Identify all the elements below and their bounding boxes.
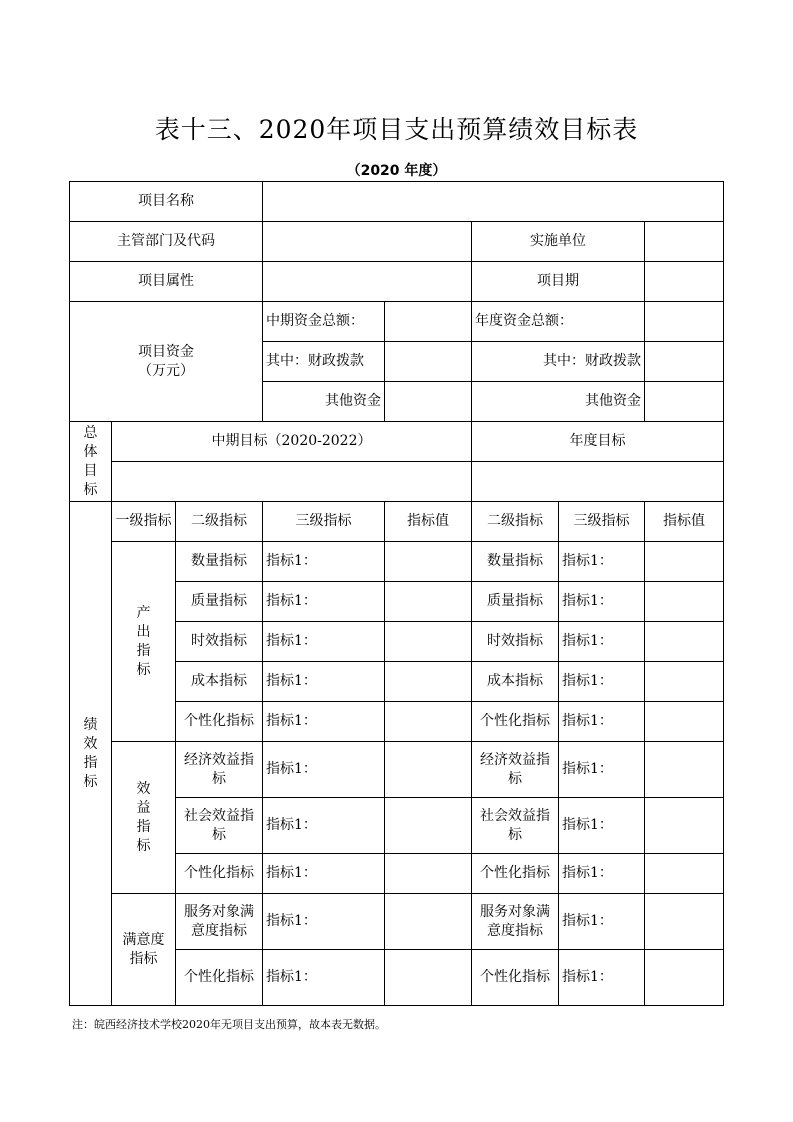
indicator-value-annual (645, 582, 724, 622)
indicator-value (385, 542, 472, 582)
indicator-personal: 个性化指标 (176, 950, 263, 1006)
indicator-quantity: 数量指标 (176, 542, 263, 582)
year-subtitle: （2020 年度） (346, 163, 447, 179)
indicator-item: 指标1： (263, 542, 385, 582)
indicator-value-annual (645, 950, 724, 1006)
indicator-item-annual: 指标1： (559, 622, 645, 662)
header-level3-annual: 三级指标 (559, 502, 645, 542)
indicator-value-annual (645, 622, 724, 662)
header-level2: 二级指标 (176, 502, 263, 542)
indicator-quantity-annual: 数量指标 (472, 542, 559, 582)
indicator-cost-annual: 成本指标 (472, 662, 559, 702)
indicator-value (385, 894, 472, 950)
indicator-service-annual: 服务对象满意度指标 (472, 894, 559, 950)
footnote: 注：皖西经济技术学校2020年无项目支出预算，故本表无数据。 (72, 1018, 386, 1031)
indicator-value (385, 622, 472, 662)
indicator-value (385, 582, 472, 622)
indicator-item-annual: 指标1： (559, 662, 645, 702)
indicator-value-annual (645, 662, 724, 702)
perf-indicator-label: 绩效指标 (70, 502, 112, 1006)
mid-fiscal-label: 其中：财政拨款 (263, 342, 385, 382)
annual-goal-label: 年度目标 (472, 422, 724, 462)
indicator-personal-annual: 个性化指标 (472, 702, 559, 742)
group-satisfaction: 满意度指标 (112, 894, 176, 1006)
period-value (645, 262, 724, 302)
dept-value (263, 222, 472, 262)
indicator-item: 指标1： (263, 798, 385, 854)
annual-total-label: 年度资金总额： (472, 302, 645, 342)
indicator-item-annual: 指标1： (559, 854, 645, 894)
indicator-quality-annual: 质量指标 (472, 582, 559, 622)
annual-fiscal-value (645, 342, 724, 382)
period-label: 项目期 (472, 262, 645, 302)
indicator-personal-annual: 个性化指标 (472, 854, 559, 894)
dept-label: 主管部门及代码 (70, 222, 263, 262)
indicator-personal: 个性化指标 (176, 702, 263, 742)
annual-total-value (645, 302, 724, 342)
indicator-item-annual: 指标1： (559, 894, 645, 950)
indicator-social-annual: 社会效益指标 (472, 798, 559, 854)
indicator-item: 指标1： (263, 582, 385, 622)
indicator-value (385, 854, 472, 894)
indicator-item: 指标1： (263, 950, 385, 1006)
project-name-value (263, 182, 724, 222)
page-title: 表十三、2020年项目支出预算绩效目标表 (154, 115, 639, 144)
indicator-value-annual (645, 542, 724, 582)
indicator-value-annual (645, 854, 724, 894)
mid-total-value (385, 302, 472, 342)
indicator-value (385, 742, 472, 798)
indicator-quality: 质量指标 (176, 582, 263, 622)
header-value-annual: 指标值 (645, 502, 724, 542)
indicator-value-annual (645, 742, 724, 798)
indicator-social: 社会效益指标 (176, 798, 263, 854)
indicator-timeliness-annual: 时效指标 (472, 622, 559, 662)
overall-goal-label: 总体目标 (70, 422, 112, 502)
indicator-item-annual: 指标1： (559, 702, 645, 742)
indicator-cost: 成本指标 (176, 662, 263, 702)
annual-goal-value (472, 462, 724, 502)
indicator-item: 指标1： (263, 894, 385, 950)
indicator-value-annual (645, 894, 724, 950)
indicator-economic: 经济效益指标 (176, 742, 263, 798)
funds-label-line2: （万元） (138, 362, 194, 379)
annual-fiscal-label: 其中：财政拨款 (472, 342, 645, 382)
mid-other-value (385, 382, 472, 422)
attr-value (263, 262, 472, 302)
annual-other-value (645, 382, 724, 422)
mid-other-label: 其他资金 (263, 382, 385, 422)
group-output: 产出指标 (112, 542, 176, 742)
header-level3: 三级指标 (263, 502, 385, 542)
indicator-service: 服务对象满意度指标 (176, 894, 263, 950)
indicator-item: 指标1： (263, 662, 385, 702)
header-level1: 一级指标 (112, 502, 176, 542)
indicator-item-annual: 指标1： (559, 582, 645, 622)
indicator-value (385, 662, 472, 702)
indicator-value (385, 702, 472, 742)
indicator-item-annual: 指标1： (559, 542, 645, 582)
indicator-item-annual: 指标1： (559, 798, 645, 854)
impl-unit-value (645, 222, 724, 262)
header-level2-annual: 二级指标 (472, 502, 559, 542)
indicator-item-annual: 指标1： (559, 742, 645, 798)
mid-fiscal-value (385, 342, 472, 382)
indicator-item: 指标1： (263, 702, 385, 742)
indicator-value-annual (645, 702, 724, 742)
funds-label (70, 302, 263, 422)
indicator-personal: 个性化指标 (176, 854, 263, 894)
attr-label: 项目属性 (70, 262, 263, 302)
mid-goal-label: 中期目标（2020-2022） (112, 422, 472, 462)
mid-goal-value (112, 462, 472, 502)
indicator-item: 指标1： (263, 854, 385, 894)
indicator-value (385, 950, 472, 1006)
funds-label-line1: 项目资金 (138, 343, 194, 360)
project-name-label: 项目名称 (70, 182, 263, 222)
indicator-item-annual: 指标1： (559, 950, 645, 1006)
indicator-item: 指标1： (263, 622, 385, 662)
annual-other-label: 其他资金 (472, 382, 645, 422)
indicator-value (385, 798, 472, 854)
indicator-value-annual (645, 798, 724, 854)
indicator-personal-annual: 个性化指标 (472, 950, 559, 1006)
mid-total-label: 中期资金总额： (263, 302, 385, 342)
indicator-item: 指标1： (263, 742, 385, 798)
performance-goal-table (69, 181, 724, 1006)
header-value: 指标值 (385, 502, 472, 542)
impl-unit-label: 实施单位 (472, 222, 645, 262)
indicator-economic-annual: 经济效益指标 (472, 742, 559, 798)
indicator-timeliness: 时效指标 (176, 622, 263, 662)
group-benefit: 效益指标 (112, 742, 176, 894)
